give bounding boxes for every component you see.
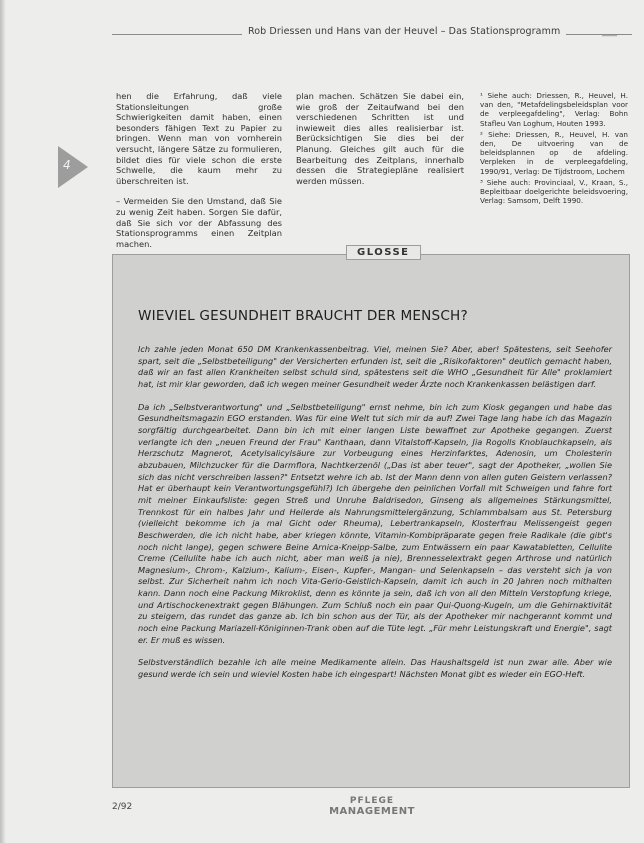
magazine-logo (322, 797, 422, 817)
footnote: ² Siehe: Driessen, R., Heuvel, H. van den, De uitvoering van de beleidsplannen op de afdeling. Verpleken in de verpleegafdeling, 1990/91, Verlag: De Tijdstroom, Lochem (480, 129, 628, 176)
column-paragraph: – Vermeiden Sie den Umstand, daß Sie zu wenig Zeit haben. Sorgen Sie dafür, daß Sie sich vor der Abfassung des Stationsprogramms einen Zeitplan machen. (116, 196, 282, 249)
page-number: 2/92 (112, 802, 133, 812)
footnotes-column (480, 91, 628, 207)
text-column-1 (116, 91, 282, 259)
glosse-paragraph: Selbstverständlich bezahle ich alle meine Medikamente allein. Das Haushaltsgeld ist nun zwar alle. Aber wie gesund werde ich sein und wieviel Kosten habe ich eingespart! Nächsten Monat gibt es wieder ein EGO-Heft. (138, 657, 612, 680)
page-edge-shadow (0, 0, 6, 843)
glosse-label: GLOSSE (346, 245, 421, 260)
footnote: ¹ Siehe auch: Driessen, R., Heuvel, H. van den, "Metafdelingsbeleidsplan voor de verpleegafdeling", Verlag: Bohn Stafleu Van Loghum, Houten 1993. (480, 91, 628, 128)
section-number: 4 (63, 158, 71, 172)
glosse-paragraph: Ich zahle jeden Monat 650 DM Krankenkassenbeitrag. Viel, meinen Sie? Aber, aber! Spätestens, seit Seehofer spart, seit die „Selbstbeteiligung" der Versicherten erfunden ist, seit die „Risikofaktoren" deutlich gemacht haben, daß wir an fast allen Krankheiten selbst schuld sind, spätestens seit die WHO „Gesundheit für Alle" proklamiert hat, ist mir klar geworden, daß ich wegen meiner Gesundheit weder Ärzte noch Krankenkassen belästigen darf. (138, 344, 612, 389)
logo-bottom-text: MANAGEMENT (329, 806, 415, 817)
logo-top-text: PFLEGE (349, 796, 395, 806)
corner-mark: ___ (602, 26, 617, 37)
running-title: Rob Driessen und Hans van der Heuvel – Das Stationsprogramm (242, 26, 566, 37)
glosse-title: WIEVIEL GESUNDHEIT BRAUCHT DER MENSCH? (138, 308, 468, 324)
glosse-paragraph: Da ich „Selbstverantwortung" und „Selbstbeteiligung" ernst nehme, bin ich zum Kiosk gegangen und habe das Gesundheitsmagazin EGO erstanden. Was für eine Welt tut sich mir da auf! Zwei Tage lang habe ich das Magazin sorgfältig durchgearbeitet. Dann bin ich mit einer langen Liste bewaffnet zur Apotheke gegangen. Zuerst verlangte ich den „neuen Freund der Frau" Kanthaan, dann Vitalstoff-Kapseln, Jia Rogolls Knoblauchkapseln, als Herzschutz Magnerot, Acetylsalicylsäure zur Vorbeugung eines Herzinfarktes, Adenosin, um Cholesterin abzubauen, Milchzucker für die Darmflora, Nachtkerzenöl („Das ist aber teuer", sagt der Apotheker, „wollen Sie sich das nicht verschreiben lassen?" Entsetzt wehre ich ab. Ist der Mann denn von allen guten Geistern verlassen? Hat er überhaupt kein Verantwortungsgefühl?) Ich übergehe den peinlichen Vorfall mit Schweigen und fahre fort mit meiner Einkaufsliste: gegen Streß und Unruhe Baldrisedon, Ginseng als allgemeines Stärkungsmittel, Trennkost für ein halbes Jahr und Heilerde als Nahrungsmittelergänzung, Schlammbalsam aus St. Petersburg (vielleicht bekomme ich ja mal Gicht oder Rheuma), Lebertrankapseln, Klosterfrau Melissengeist gegen Beschwerden, die ich nicht habe, aber kriegen könnte, Vitamin-Kombipräparate gegen freie Radikale (die gibt's noch nicht lange), gegen schwere Beine Arnica-Kneipp-Salbe, zum Entwässern ein paar Kawatabletten, Cellulite Creme (Cellulite habe ich auch nicht, aber man weiß ja nie), Brennesselextrakt gegen Arthrose und natürlich Magnesium-, Chrom-, Kalzium-, Kalium-, Eisen-, Kupfer-, Mangan- und Selenkapseln – das versteht sich ja von selbst. Zur Sicherheit nahm ich noch Vita-Gerio-Geistlich-Kapseln, damit ich auch in 20 Jahren noch mithalten kann. Dann noch eine Packung Mikroklist, denn es könnte ja sein, daß ich von all den Mitteln Verstopfung kriege, und Artischockenextrakt gegen Blähungen. Zum Schluß noch ein paar Qui-Quong-Kugeln, um die Gehirnaktivität zu steigern, das rundet das ganze ab. Ich bin schon aus der Tür, als der Apotheker mir nachgerannt kommt und noch eine Packung Mariazell-Königinnen-Trank oben auf die Tüte legt. „Für mehr Leistungskraft und Energie", sagt er. Er muß es wissen. (138, 401, 612, 645)
column-paragraph: hen die Erfahrung, daß viele Stationsleitungen große Schwierigkeiten damit haben, einen besonders fähigen Text zu Papier zu bringen. Wenn man von vornherein versucht, längere Sätze zu formulieren, bildet dies für viele schon die erste Schwelle, die kaum mehr zu überschreiten ist. (116, 91, 282, 186)
text-column-2 (296, 91, 464, 196)
column-paragraph: plan machen. Schätzen Sie dabei ein, wie groß der Zeitaufwand bei den verschiedenen Schritten ist und inwieweit dies alles realisierbar ist. Berücksichtigen Sie dies bei der Planung. Gleiches gilt auch für die Bearbeitung des Zeitplans, innerhalb dessen die Strategiepläne realisiert werden müssen. (296, 91, 464, 186)
glosse-body (138, 344, 612, 692)
footnote: ³ Siehe auch: Provinciaal, V., Kraan, S., Bepleitbaar doelgerichte beleidsvoering, Verlag: Samsom, Delft 1990. (480, 177, 628, 206)
